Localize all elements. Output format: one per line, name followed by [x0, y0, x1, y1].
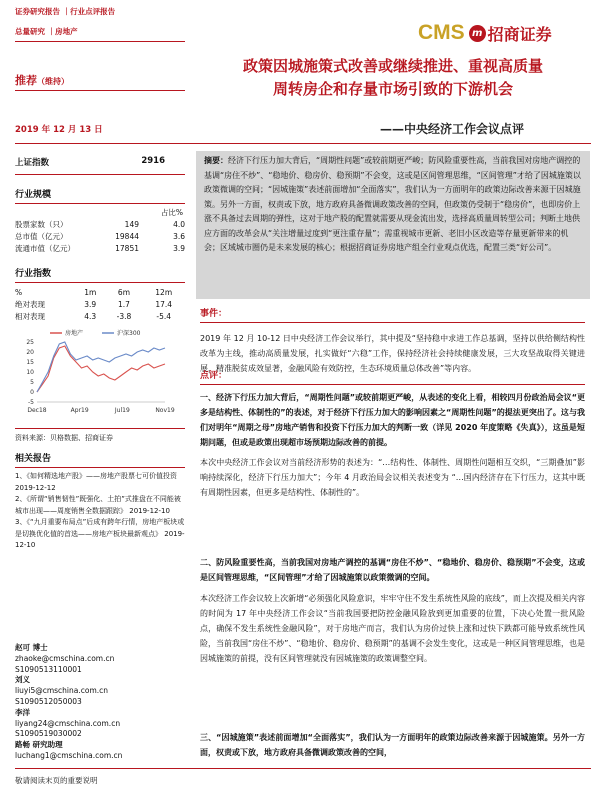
- logo-cms: CMS: [418, 21, 465, 44]
- scale-label: 总市值（亿元）: [15, 231, 68, 241]
- cell: 3.9: [84, 299, 97, 309]
- scale-pct: 3.6: [173, 231, 185, 241]
- rating-label: 推荐: [15, 74, 37, 87]
- footer-note: 敬请阅读末页的重要说明: [15, 776, 98, 785]
- brand-logo: [418, 20, 552, 46]
- cell: 1.7: [117, 299, 130, 309]
- index-rule: [15, 174, 185, 175]
- title-line-1: 政策因城施策式改善或继续推进、重视高质量: [242, 57, 543, 75]
- scale-pct: 3.9: [173, 243, 185, 253]
- x-tick-label: Apr19: [70, 407, 89, 414]
- analyst-name: 刘义: [15, 675, 30, 685]
- table-row: [15, 310, 185, 322]
- report-date: 2019 年 12 月 13 日: [15, 125, 103, 135]
- y-tick-label: 5: [30, 379, 34, 386]
- cell: -5.4: [156, 311, 172, 321]
- col-header: 12m: [155, 287, 173, 297]
- related-title: 相关报告: [15, 454, 52, 464]
- analyst-name: 赵可 博士: [15, 643, 48, 652]
- comment-section-3: [200, 730, 585, 760]
- report-type: 证券研究报告 ｜行业点评报告: [15, 7, 116, 16]
- table-header-row: [15, 286, 185, 298]
- comment-section: [200, 368, 585, 500]
- industry-index-title: 行业指数: [15, 269, 52, 279]
- chart-source: 资料来源：贝格数据、招商证券: [15, 434, 113, 442]
- cell: -3.8: [116, 311, 132, 321]
- analyst-id: S1090512050003: [15, 696, 82, 706]
- related-text: 3、《“九月重要布局点”后成有跨年行情，房地产板块或是切换优化值的首选——房地产板块最新观点》: [15, 518, 185, 538]
- comment-text-1: 本次中央经济工作会议对当前经济形势的表述为：“…结构性、体制性、周期性问题相互交织，“三期叠加”影响持续深化，经济下行压力加大”；今年 4 月政治局会议相关表述变为 “…国内经济存在下行压力，这其中既有周期性因素，但更多是结构性、体制性的”。: [200, 458, 585, 497]
- analyst-id: S1090513110001: [15, 664, 82, 674]
- analyst-name: 路畅 研究助理: [15, 740, 63, 750]
- series-line-0: [37, 346, 165, 392]
- logo-name: 招商证券: [487, 24, 552, 44]
- scale-value: 19844: [115, 231, 139, 241]
- title-line-2: 周转房企和存量市场引致的下游机会: [272, 80, 513, 98]
- comment-text-2: 本次经济工作会议较上次新增“必须强化风险意识，牢牢守住不发生系统性风险的底线”，而上次提及相关内容的时间为 17 年中央经济工作会议“当前我国要把防控金融风险放到更加重要的位置，下决心处置一批风险点，确保不发生系统性金融风险”，对于房地产而言，我们认为房价过快上涨和过快下跌都可能导致系统性风险，当前我国“房住不炒”、“稳地价、稳房价、稳预期”的基调不会发生变化，这或是一种区间管理思维，也是因城施策的前提，没有区间管理就没有因城施策的政策调整空间。: [200, 594, 585, 663]
- analyst-email[interactable]: liuyi5@cmschina.com.cn: [15, 686, 109, 696]
- col-header: 6m: [117, 287, 130, 297]
- related-text: 1、《如何精选地产股》——房地产股票七可价值投资: [15, 472, 177, 480]
- industry-index-table: [15, 286, 185, 322]
- industry-scale-table: [15, 218, 185, 254]
- event-section: [200, 306, 585, 376]
- y-tick-label: -5: [28, 399, 34, 406]
- left-sidebar: [15, 156, 185, 552]
- summary-text: 经济下行压力加大背后，“周期性问题”或较前期更严峻；防风险重要性高，当前我国对房地产调控的基调“房住不炒”、“稳地价、稳房价、稳预期”不会变，这或是区间管理思维，“区间管理”才给了因城施策以政策微调的空间；“因城施策”表述前面增加“全面落实”，我们认为一方面明年的政策边际改善来源于因城施策。另外一方面，权责或下放，地方政府具备微调政策改善的空间，但政策仍受制于“稳房价”，也即房价上涨不具备过去周期的弹性，这对于地产股的配置就需要从现金流出发，选择高质量周转型公司；判断土地供应方面的改革会从“关注增量过度到“更注重存量”；需重视城市更新、老旧小区改造等存量更新带来的机会；区域城市圈仍是未来发展的核心；根据招商证券房地产组全行业观点优选，配置三类“好公司”。: [204, 156, 581, 252]
- index-section-rule: [15, 282, 185, 283]
- comment-section-2: [200, 555, 585, 666]
- related-item[interactable]: [15, 494, 185, 517]
- related-item[interactable]: [15, 517, 185, 552]
- report-title: [196, 55, 590, 101]
- index-label: 上证指数: [15, 158, 50, 168]
- related-date: 2019-12-10: [129, 506, 170, 515]
- chart-rule: [15, 428, 185, 429]
- legend-label: 沪深300: [117, 330, 141, 337]
- x-tick-label: Nov19: [155, 407, 175, 414]
- analyst-id: S1090519030002: [15, 729, 82, 739]
- y-tick-label: 25: [26, 339, 34, 346]
- col-header: %: [15, 287, 23, 297]
- y-tick-label: 20: [26, 349, 34, 356]
- summary-box: [196, 151, 590, 299]
- col-header: 1m: [84, 287, 97, 297]
- table-row: [15, 242, 185, 254]
- y-tick-label: 0: [30, 389, 34, 396]
- analyst-email[interactable]: zhaoke@cmschina.com.cn: [15, 653, 115, 663]
- event-rule: [200, 322, 585, 323]
- related-list: [15, 471, 185, 552]
- scale-value: 149: [124, 219, 139, 229]
- x-tick-label: Dec18: [27, 407, 47, 414]
- analyst-email[interactable]: liyang24@cmschina.com.cn: [15, 718, 121, 728]
- comment-point-3: 三、“因城施策”表述前面增加“全面落实”，我们认为一方面明年的政策边际改善来源于因城施策。另外一方面，权责或下放，地方政府具备微调政策改善的空间，: [200, 733, 585, 757]
- event-heading: 事件：: [200, 309, 228, 319]
- scale-value: 17851: [115, 243, 139, 253]
- comment-heading: 点评：: [200, 371, 228, 381]
- scale-label: 股票家数（只）: [15, 219, 68, 229]
- related-date: 2019-12-12: [15, 483, 56, 492]
- title-bottom-rule: [15, 143, 591, 144]
- series-line-1: [37, 342, 165, 392]
- report-subtitle: ——中央经济工作会议点评: [380, 122, 525, 136]
- scale-pct: 4.0: [173, 219, 185, 229]
- summary-lead: 摘要：: [204, 156, 228, 165]
- row-label: 绝对表现: [15, 299, 45, 309]
- x-tick-label: Jul19: [114, 407, 130, 414]
- comment-point-2: 二、防风险重要性高，当前我国对房地产调控的基调“房住不炒”、“稳地价、稳房价、稳预期”不会变，这或是区间管理思维，“区间管理”才给了因城施策以政策微调的空间。: [200, 558, 585, 582]
- index-value: 2916: [141, 156, 165, 166]
- footer-rule: [15, 768, 591, 769]
- scale-rule: [15, 203, 185, 204]
- related-item[interactable]: [15, 471, 185, 494]
- related-text: 2、《所谓“销售韧性”既强化、土拍”式推盘在不同能被城市出现——周度销售全数据跟踪》: [15, 495, 181, 515]
- analyst-name: 李洋: [15, 707, 30, 717]
- related-date: 2019-12-10: [15, 529, 185, 549]
- rating-note: （维持）: [37, 77, 69, 86]
- header-left-rule: [15, 41, 185, 42]
- cell: 4.3: [84, 311, 97, 321]
- logo-mark-icon: m: [469, 25, 486, 42]
- cell: 17.4: [155, 299, 173, 309]
- table-row: [15, 230, 185, 242]
- y-tick-label: 15: [26, 359, 34, 366]
- rating-rule: [15, 90, 185, 91]
- index-row: [15, 156, 185, 168]
- comment-point-1: 一、经济下行压力加大背后，“周期性问题”或较前期更严峻，从表述的变化上看，相较四月份政治局会议“更多是结构性、体制性的”的表述，对于经济下行压力加大的影响因素之“周期性问题”的提法更突出了。这与我们对明年“周期之母”房地产销售和投资下行压力加大的判断一致（详见 2020 年度策略《失真》），这虽是短期问题，但或是政策出现超市场预期边际改善的前提。: [200, 393, 585, 447]
- comment-rule: [200, 384, 585, 385]
- legend-label: 房地产: [65, 330, 84, 337]
- table-row: [15, 298, 185, 310]
- rating: [15, 72, 69, 88]
- industry-scale-title: 行业规模: [15, 190, 52, 200]
- analyst-list: [15, 643, 185, 762]
- y-tick-label: 10: [26, 369, 34, 376]
- analyst-email[interactable]: luchang1@cmschina.com.cn: [15, 750, 123, 760]
- report-category: 总量研究 ｜房地产: [15, 27, 78, 36]
- row-label: 相对表现: [15, 311, 45, 321]
- event-text: 2019 年 12 月 10-12 日中央经济工作会议举行，其中提及“坚持稳中求进工作总基调，坚持以供给侧结构性改革为主线，推动高质量发展，扎实做好“六稳”工作，保持经济社会持续健康发展，三大攻坚战取得关键进展，精准脱贫成效显著，金融风险有效防控，生态环境质量总体改善”等内容。: [200, 334, 585, 373]
- related-rule: [15, 467, 185, 468]
- performance-chart: [15, 328, 185, 418]
- scale-label: 流通市值（亿元）: [15, 243, 75, 253]
- table-row: [15, 218, 185, 230]
- scale-ratio-header: 占比%: [160, 208, 183, 217]
